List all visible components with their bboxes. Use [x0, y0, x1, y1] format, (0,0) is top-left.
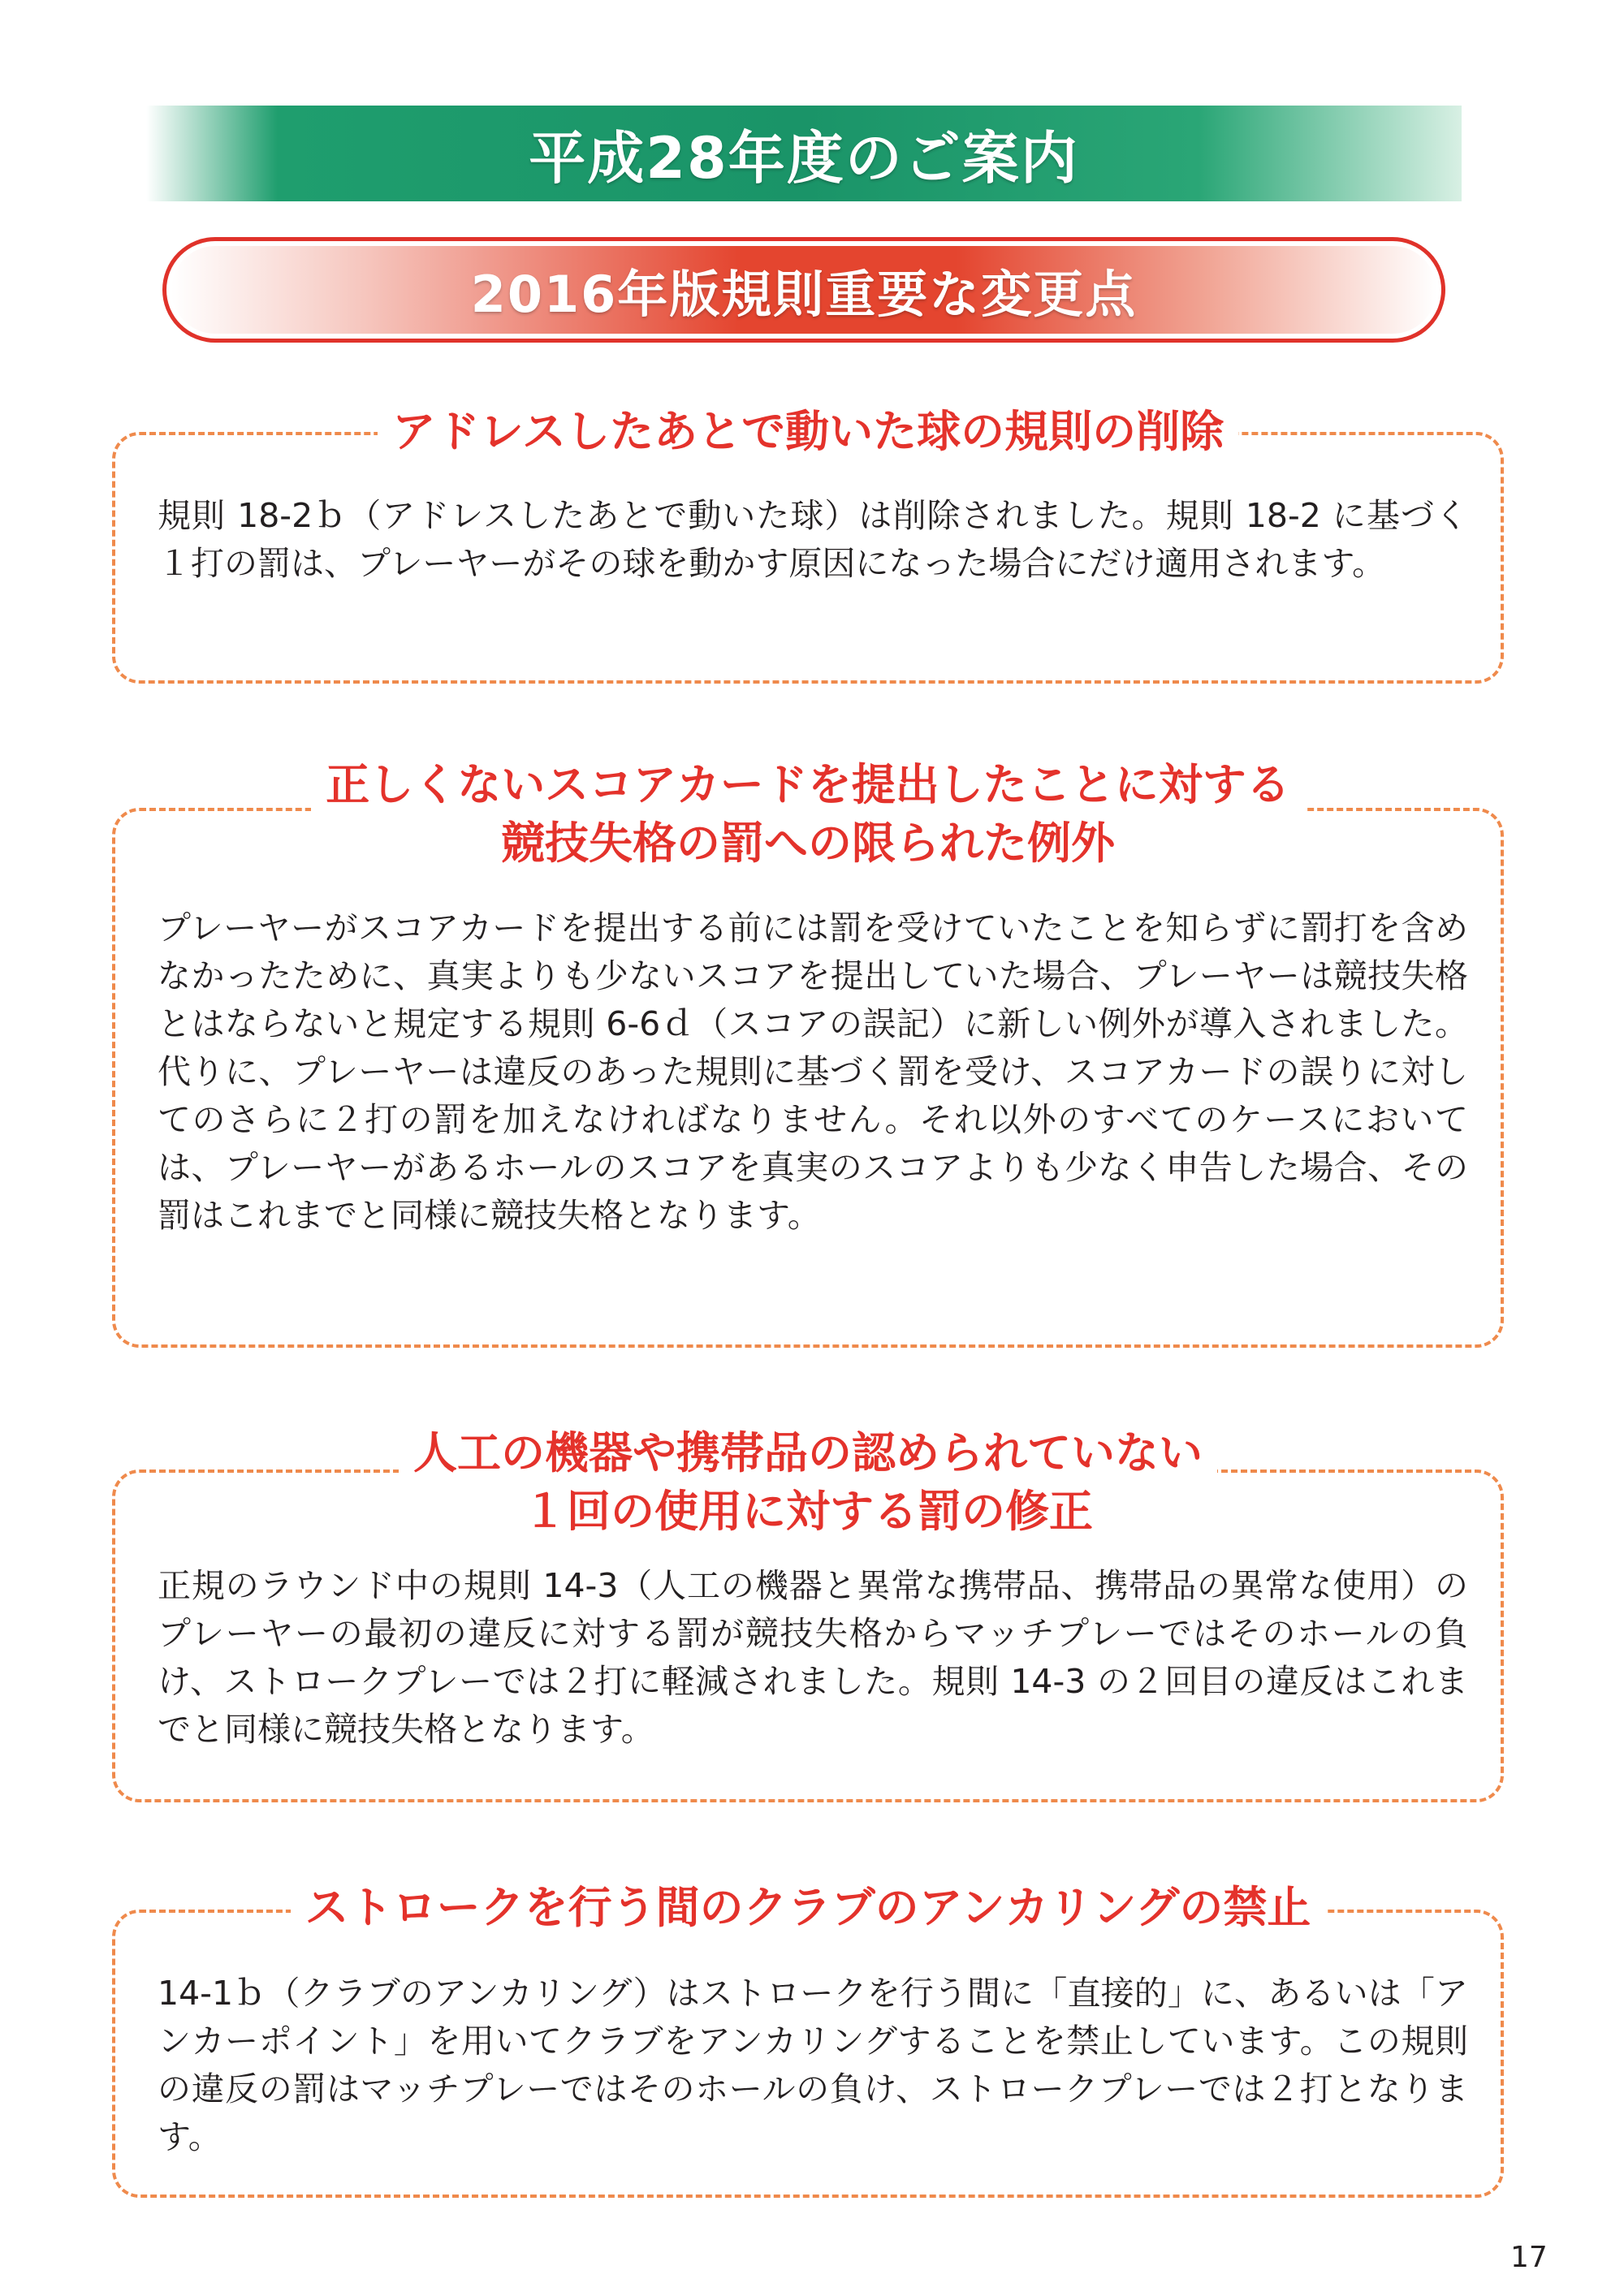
section-3-title [115, 1424, 1501, 1541]
section-3-title-line-2: １回の使用に対する罰の修正 [508, 1482, 1108, 1541]
section-4-title-line-1: ストロークを行う間のクラブのアンカリングの禁止 [291, 1879, 1326, 1937]
page-number: 17 [1510, 2241, 1548, 2274]
section-3-box [112, 1427, 1504, 1802]
subtitle-pill-fill [171, 246, 1436, 334]
section-2-body: プレーヤーがスコアカードを提出する前には罰を受けていたことを知らずに罰打を含めなかったために、真実よりも少ないスコアを提出していた場合、プレーヤーは競技失格とはならないと規定する規則 6-6ｄ（スコアの誤記）に新しい例外が導入されました。代りに、プレーヤーは違反のあった規則に基づく罰を受け、スコアカードの誤りに対してのさらに２打の罰を加えなければなりません。それ以外のすべてのケースにおいては、プレーヤーがあるホールのスコアを真実のスコアよりも少なく申告した場合、その罰はこれまでと同様に競技失格となります。 [158, 908, 1468, 1235]
page-banner [146, 106, 1462, 201]
banner-title: 平成28年度のご案内 [529, 124, 1079, 192]
section-3-body: 正規のラウンド中の規則 14-3（人工の機器と異常な携帯品、携帯品の異常な使用）のプレーヤーの最初の違反に対する罰が競技失格からマッチプレーではそのホールの負け、ストロークプレーでは２打に軽減されました。規則 14-3 の２回目の違反はこれまでと同様に競技失格となります。 [158, 1566, 1468, 1749]
section-2-title-line-1: 正しくないスコアカードを提出したことに対する [311, 756, 1304, 814]
subtitle-title: 2016年版規則重要な変更点 [470, 264, 1138, 324]
section-2-title-line-2: 競技失格の罰への限られた例外 [486, 814, 1129, 873]
section-2-title [115, 756, 1501, 873]
section-3-title-line-1: 人工の機器や携帯品の認められていない [399, 1424, 1217, 1482]
section-4-box [112, 1882, 1504, 2198]
section-1-title-line-1: アドレスしたあとで動いた球の規則の削除 [378, 403, 1238, 461]
subtitle-pill [162, 237, 1445, 343]
section-2-box [112, 759, 1504, 1348]
section-4-title [115, 1879, 1501, 1937]
section-4-body: 14-1ｂ（クラブのアンカリング）はストロークを行う間に「直接的」に、あるいは「アンカーポイント」を用いてクラブをアンカリングすることを禁止しています。この規則の違反の罰はマッチプレーではそのホールの負け、ストロークプレーでは２打となります。 [158, 1974, 1468, 2156]
section-1-title [115, 403, 1501, 461]
section-1-box [112, 406, 1504, 684]
section-1-body: 規則 18-2ｂ（アドレスしたあとで動いた球）は削除されました。規則 18-2 に基づく１打の罰は、プレーヤーがその球を動かす原因になった場合にだけ適用されます。 [158, 496, 1468, 583]
